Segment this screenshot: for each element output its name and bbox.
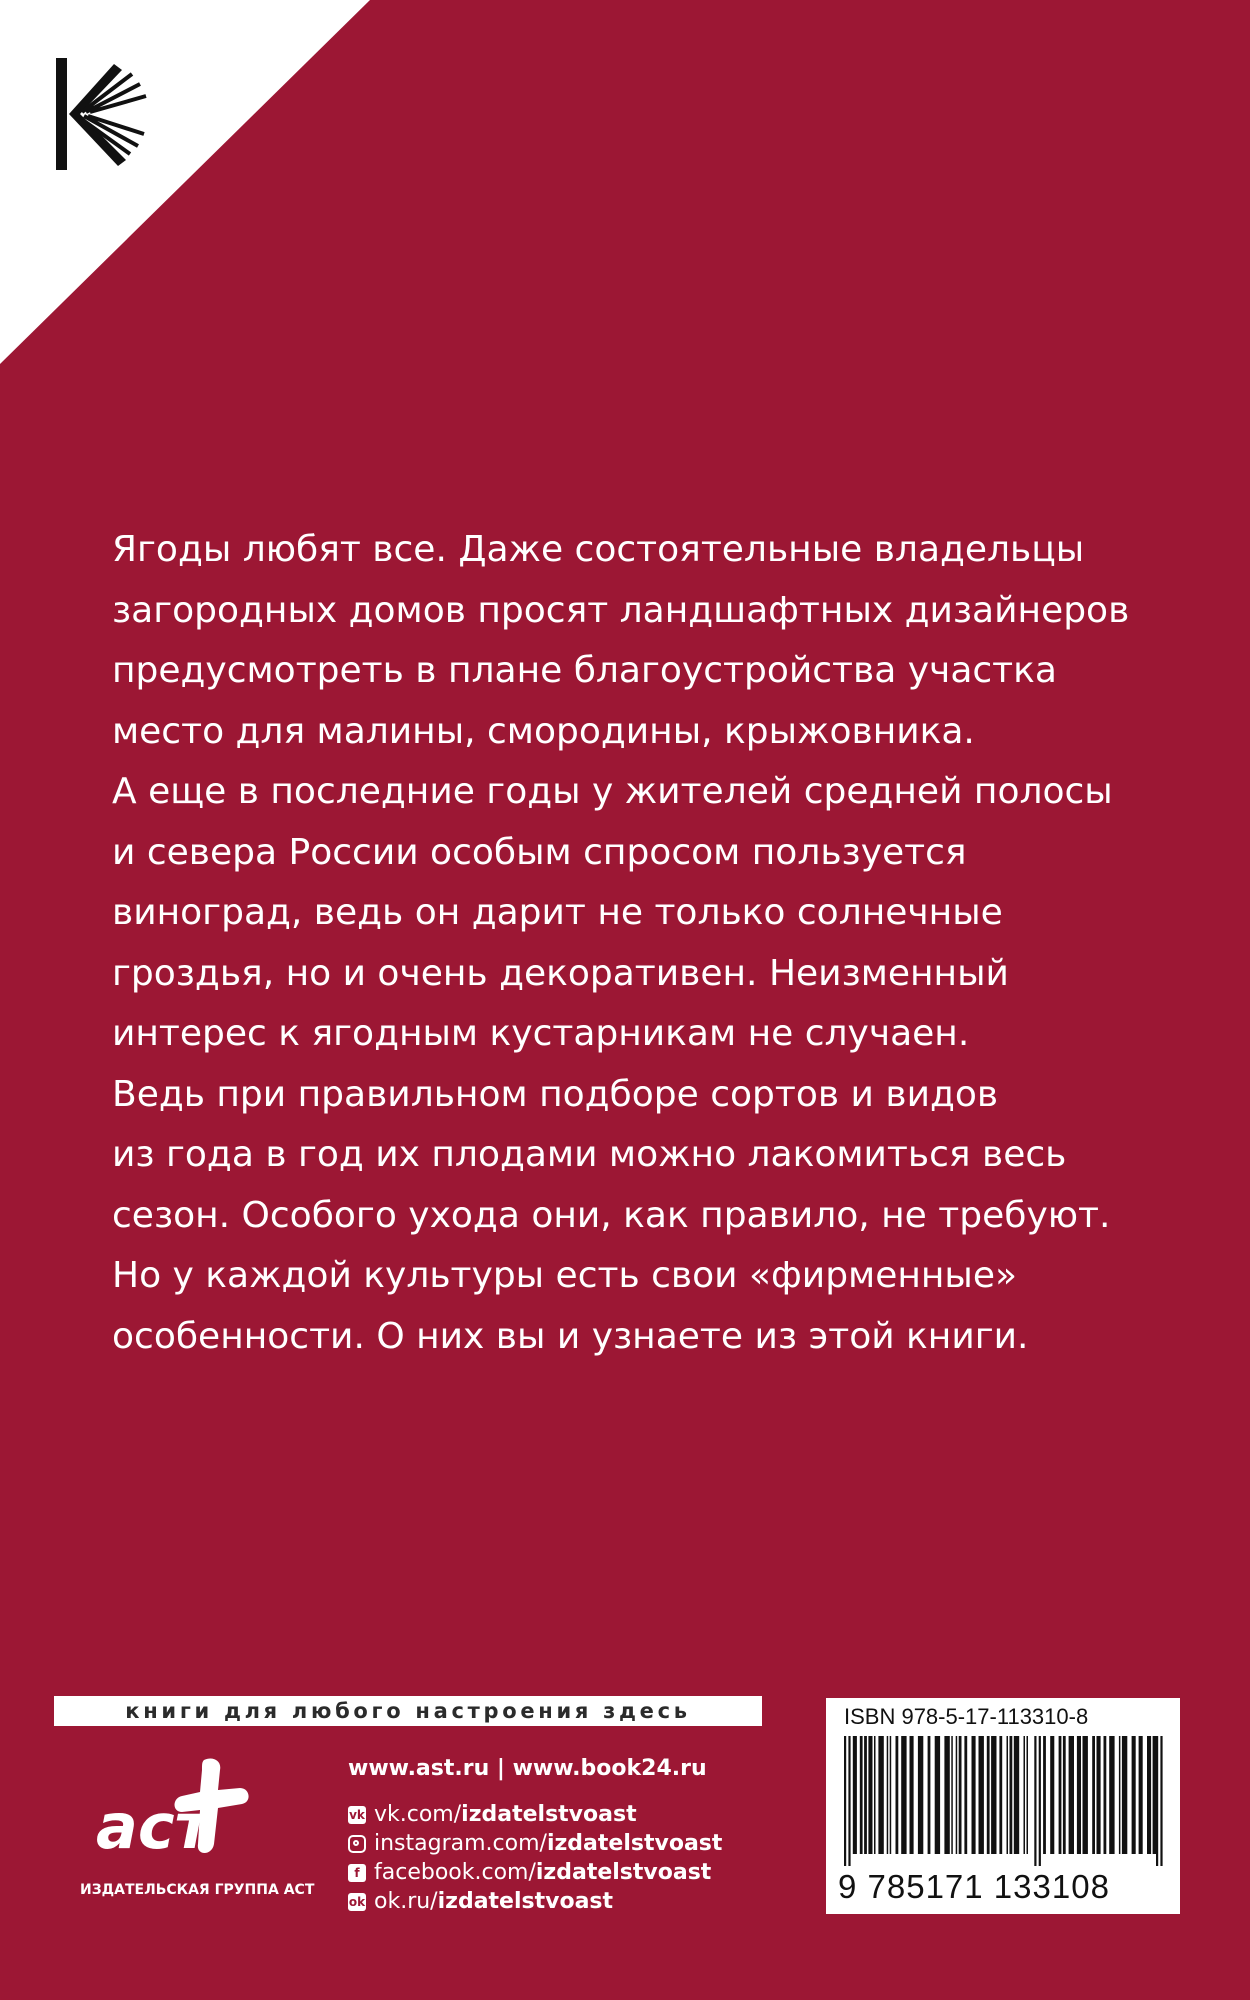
odnoklassniki-icon: ok	[348, 1894, 366, 1909]
barcode-bar	[1119, 1736, 1121, 1854]
social-prefix: instagram.com/	[374, 1831, 547, 1856]
barcode-bar	[964, 1736, 967, 1854]
barcode-bar	[1104, 1736, 1107, 1854]
barcode-bar	[864, 1736, 867, 1854]
social-handle: izdatelstvoast	[535, 1860, 712, 1885]
isbn-number: ISBN 978-5-17-113310-8	[844, 1704, 1089, 1729]
blurb-line: А еще в последние годы у жителей средней полосы	[112, 771, 1113, 812]
barcode-bar	[1010, 1736, 1013, 1854]
barcode-bar	[1039, 1736, 1041, 1866]
barcode-bar	[1160, 1736, 1162, 1866]
blurb-line: место для малины, смородины, крыжовника.	[112, 710, 975, 752]
barcode-bar	[1043, 1736, 1046, 1854]
barcode-bar	[1027, 1736, 1029, 1854]
barcode-bar	[1024, 1736, 1026, 1854]
blurb-line: виноград, ведь он дарит не только солнечные	[112, 892, 1003, 933]
barcode-bar	[999, 1736, 1002, 1854]
barcode-bars	[838, 1736, 1168, 1866]
barcode-bar	[951, 1736, 953, 1854]
social-handle: izdatelstvoast	[437, 1889, 614, 1914]
instagram-icon	[348, 1835, 366, 1853]
social-handle: izdatelstvoast	[546, 1831, 723, 1856]
barcode-bar	[887, 1736, 889, 1854]
barcode-bar	[1147, 1736, 1151, 1854]
blurb-line: из года в год их плодами можно лакомиться весь	[112, 1134, 1067, 1175]
social-link-facebook[interactable]	[348, 1858, 722, 1887]
blurb-line: Ведь при правильном подборе сортов и видов	[112, 1073, 999, 1115]
barcode-bar	[860, 1736, 863, 1854]
barcode-bar	[868, 1736, 872, 1854]
barcode-bar	[1059, 1736, 1062, 1854]
barcode-bar	[928, 1736, 931, 1854]
publisher-caption: ИЗДАТЕЛЬСКАЯ ГРУППА АСТ	[80, 1882, 315, 1898]
barcode-bar	[844, 1736, 846, 1866]
barcode-bar	[896, 1736, 899, 1854]
social-link-instagram[interactable]	[348, 1829, 722, 1858]
social-link-odnoklassniki[interactable]	[348, 1887, 722, 1916]
barcode-bar	[1139, 1736, 1143, 1854]
ean-digits: 9 785171 133108	[838, 1868, 1110, 1905]
blurb-line: гроздья, но и очень декоративен. Неизменный	[112, 952, 1009, 994]
barcode-bar	[972, 1736, 976, 1854]
barcode-bar	[959, 1736, 962, 1854]
barcode-bar	[878, 1736, 883, 1854]
barcode-bar	[979, 1736, 984, 1854]
barcode-bar	[874, 1736, 876, 1854]
barcode-bar	[918, 1736, 923, 1854]
barcode-bar	[890, 1736, 892, 1854]
barcode-bar	[853, 1736, 857, 1854]
barcode-bar	[1156, 1736, 1158, 1866]
blurb-line: сезон. Особого ухода они, как правило, не требуют.	[112, 1194, 1111, 1236]
barcode-bar	[1077, 1736, 1081, 1854]
barcode-bar	[1069, 1736, 1074, 1854]
barcode-bar	[1063, 1736, 1066, 1854]
barcode-bar	[1034, 1736, 1036, 1866]
facebook-icon: f	[348, 1864, 366, 1882]
barcode-bar	[1050, 1736, 1054, 1854]
barcode-bar	[1092, 1736, 1095, 1854]
k-book-logo-icon	[52, 54, 152, 174]
social-prefix: vk.com/	[374, 1802, 462, 1827]
barcode-bar	[987, 1736, 990, 1854]
website-links[interactable]: www.ast.ru | www.book24.ru	[348, 1756, 707, 1781]
barcode-bar	[1109, 1736, 1114, 1854]
barcode-bar	[1083, 1736, 1088, 1854]
blurb-line: загородных домов просят ландшафтных дизайнеров	[112, 589, 1130, 631]
barcode-bar	[1007, 1736, 1009, 1854]
barcode-bar	[956, 1736, 958, 1854]
barcode-bar	[1097, 1736, 1101, 1854]
social-links	[348, 1800, 722, 1916]
isbn-barcode	[826, 1698, 1180, 1914]
blurb-line: Ягоды любят все. Даже состоятельные владельцы	[112, 529, 1085, 570]
barcode-bar	[1014, 1736, 1019, 1854]
blurb-line: предусмотреть в плане благоустройства участка	[112, 650, 1057, 691]
blurb-line: особенности. О них вы и узнаете из этой книги.	[112, 1315, 1029, 1357]
barcode-bar	[848, 1736, 850, 1866]
barcode-bar	[1122, 1736, 1127, 1854]
back-cover-blurb	[112, 520, 1162, 1367]
blurb-line: и севера России особым спросом пользуется	[112, 831, 967, 873]
blurb-line: Но у каждой культуры есть свои «фирменные»	[112, 1255, 1018, 1296]
barcode-bar	[944, 1736, 949, 1854]
barcode-bar	[991, 1736, 996, 1854]
social-link-vk[interactable]	[348, 1800, 722, 1829]
social-handle: izdatelstvoast	[461, 1802, 637, 1827]
vk-icon: vk	[349, 1807, 365, 1822]
ast-publisher-logo	[94, 1752, 254, 1862]
social-prefix: ok.ru/	[374, 1889, 438, 1914]
barcode-bar	[935, 1736, 940, 1854]
barcode-bar	[1132, 1736, 1136, 1854]
tagline-banner: книги для любого настроения здесь	[54, 1696, 762, 1726]
barcode-bar	[901, 1736, 906, 1854]
barcode-bar	[910, 1736, 914, 1854]
social-prefix: facebook.com/	[374, 1860, 536, 1885]
blurb-line: интерес к ягодным кустарникам не случаен.	[112, 1013, 970, 1054]
ast-logo-text: аст	[96, 1790, 211, 1862]
